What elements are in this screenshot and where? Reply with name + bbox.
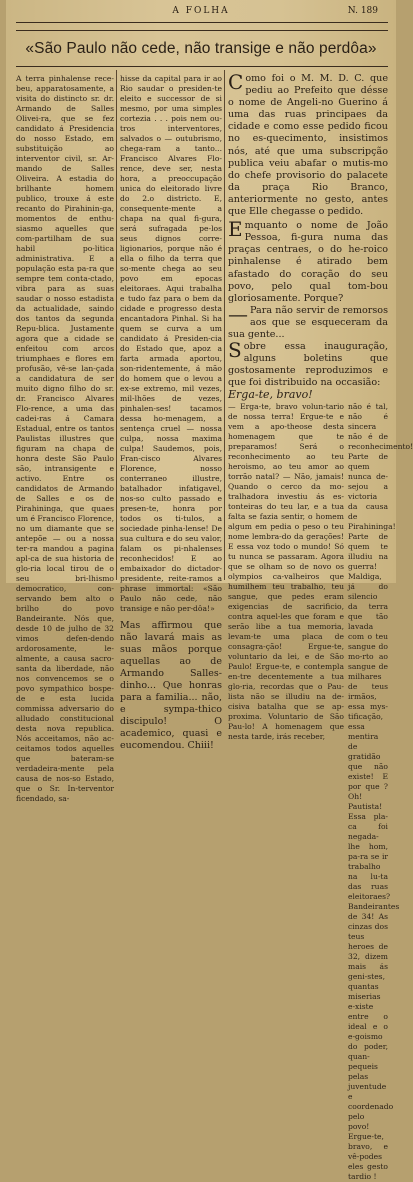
column-3-lead-4: Sobre essa inauguração, alguns boletins que gostosamente reproduzimos e que foi distribuido na occasião: <box>228 338 388 389</box>
newspaper-page <box>6 0 413 1182</box>
main-headline: «São Paulo não cede, não transige e não perdôa» <box>25 40 377 57</box>
article-column-3 <box>228 70 413 1182</box>
header-rule-2 <box>16 30 388 31</box>
column-2-text: hisse da capital para ir ao Rio saudar o presiden-te eleito e successor de si mesmo, por uma simples cortezia . . . pois nem ou-tros interventores, salvados o — outubrismo, chega-ram a tanto... Francisco Alvares Flo-rence, deve ser, nesta hora, a preoccupação unica do eleitorado livre do 2.o districto. E, consequente-mente a chapa na qual fi-gura, será sufragada pe-los seus dignos corre-ligionarios, porque não é ella o filho da terra que so-mente chega ao seu povo em epocas eleitoraes. Aqui trabalha e tudo faz para o bem da cidade e progresso desta encantadora Pinhal. Si ha quem se curva a um candidato á Presiden-cia do Estado que, apoz a farta armada aportou, son-ridentemente, á mão do homem que o levou a ex-se extremo, mil vezes, mil-lhões de vezes, pinhalen-ses! tacamos dessa ho-menagem, a sentença cruel — nossa culpa, nossa maxima culpa! Saudemos, pois, Fran-cisco Alvares Florence, nosso conterraneo illustre, batalhador infatigavel, nos-so culto passado e presen-te, honra por todos os ti-tulos, a sociedade pinha-lense! De sua cultura e do seu valor, falam os pi-nhalenses reconhecidos! E ao embaixador do dictador-presidente, reite-ramos a phrase immortal: «São Paulo não cede, não transige e não per-dôa!» <box>120 74 222 613</box>
subheading: Erga-te, bravo! <box>228 388 313 402</box>
article-column-2 <box>120 74 222 751</box>
paper-name: A FOLHA <box>172 6 230 16</box>
column-3-left: — Erga-te, bravo volun-tario de nossa terra! Ergue-te e vem a apo-theose desta homenagem que te preparamos! Será o reconhecimento ao teu heroismo, ao teu amor ao torrão natal? — Não, jamais! Quando o cerco da mo-tralhadora investiu ás es-tonteiras do teu lar, e a tua falta se fazia sentir, o homem algum em pedia o peso o teu nome lembra-do da gerações! E essa voz todo o mundo! Só tu nunca se passaram. Agora que se olham so de novo os olympios ca-valheiros que humilhem teu trabalho, teu sangue, que pedes eram exigencias de sacrificio, contra aquel-les que foram e serão libe a tua memoria, levam-te uma placa de consagra-ção! Ergue-te, voluntario da lei, e de São Paulo! Ergue-te, e contempla en-tre decentemente a tua glo-ria, recordas que o Pau-lista não se illudiu na de-cisiva batalha que se ap-proxima. Voluntario de São Pau-lo! A homenagem que nesta tarde, irás receber, <box>228 402 344 742</box>
column-1-text: A terra pinhalense rece-beu, apparatosamente, a visita do distincto sr. dr. Armando de Salles Olivei-ra, que se fez candidato á Presidencia do nosso Estado, em substituição ao interventor civil, sr. Ar-mando de Salles Oliveira. A estadia do brilhante homem publico, trouxe á este recanto do Pirahinin-ga, momentos de enthu-siasmo aquelles que com-partilham de sua habil po-litica administrativa. E a população esta pa-ra que sempre tem conta-ctado, vibra para as suas saudar o nosso estadista da actualidade, saindo dos tantos da segunda Repu-blica. Justamente agora que a cidade se enfeitou com arcos triumphaes e flores em profusão, vê-se lan-çada a candidatura de ser muito digno filho do sr. dr. Francisco Alvares Flo-rence, a uma das cadei-ras á Camara Estadual, entre os tantos Paulistas illustres que figuram na chapa de honra deste São Paulo são, intransigente e activo. Entre os candidatos de Armando de Salles e os de Pirahininga, que quaes um é Francisco Florence, no um diamante que se antepõe — ou a nossa ter-ra mandou a pagina apl-ca de sua historia de glo-ria local tirou de o seu bri-lhismo democratico, con-servando bem alto o brilho do povo Bandeirante. Nós que, desde 10 de julho de 32 vimos defen-dendo ardorosamente, le-almente, a causa sacro-santa da liberdade, não nos convencemos se o povo sympathico bospe-de e esta lucida commissa adversario do alludado constitucional desta nova republica. Nós acceitamos, não ac-ceitamos todos aquelles que bateram-se verdadeira-mente pela causa de nos-so Estado, que o Sr. In-terventor ficendado, sa- <box>16 74 114 803</box>
issue-number: N. 189 <box>347 6 378 16</box>
column-2-snippet: Mas affirmou que não lavará mais as suas mãos porque aquellas ao de Armando Salles-dinho... Que honras para a familia... não, e sympa-thico discipulo! O academico, quasi e eucomendou. Chiii! <box>120 620 222 751</box>
column-divider-2 <box>224 70 225 580</box>
column-3-lead: Como foi o M. M. D. C. que pediu ao Prefeito que désse o nome de Angeli-no Guerino á uma das ruas principaes da cidade e como esse pedido ficou no es-quecimento, insistimos nós, até que uma subscripção publica veiu abafar o mutis-mo do chefe provisorio do palacete da praça Rio Branco, anteriormente no gesto, antes que Elle chegasse o pedido. <box>228 70 388 218</box>
column-3-lead-3: —Para não servir de remorsos aos que se esqueceram da sua gente... <box>228 301 388 340</box>
article-column-1 <box>16 74 114 803</box>
column-3-split <box>228 402 413 1182</box>
header-rule <box>16 22 388 23</box>
column-3-lead-2: Emquanto o nome de João Pessoa, fi-gura numa das praças centraes, o do he-roico pinhalense é atirado bem afastado do coração do seu povo, pelo qual tom-bou gloriosamente. Porque? <box>228 217 388 304</box>
page-header <box>6 6 396 20</box>
column-3-right: não é tal, não é sincera não é de reconhecimento! Parte de quem nunca de-sejou a victoria da causa de Pirahininga! Parte de quem te illudiu na guerra! Maldiga, já do silencio da terra que tão lavada com o teu sangue do mo-rto ao sangue de milhares de teus irmãos, essa mys-tificação, essa mentira de gratidão que não existe! E por que ? Oh! Pautista! Essa pla-ca foi negada-lhe hom, pa-ra se ir trabalho na lu-ta das ruas eleitoraes? Bandeirantes de 34! As cinzas dos teus heroes de 32, dizem mais ás geni-stes, quantas miserias e-xiste entre o ideal e o e-goismo do poder, quan-pequeis pelas juventude e coordenado pelo povo! Ergue-te, bravo, e vê-podes eles gesto tardio ! <box>348 402 413 1182</box>
headline-rule <box>16 66 388 67</box>
column-divider <box>116 70 117 580</box>
